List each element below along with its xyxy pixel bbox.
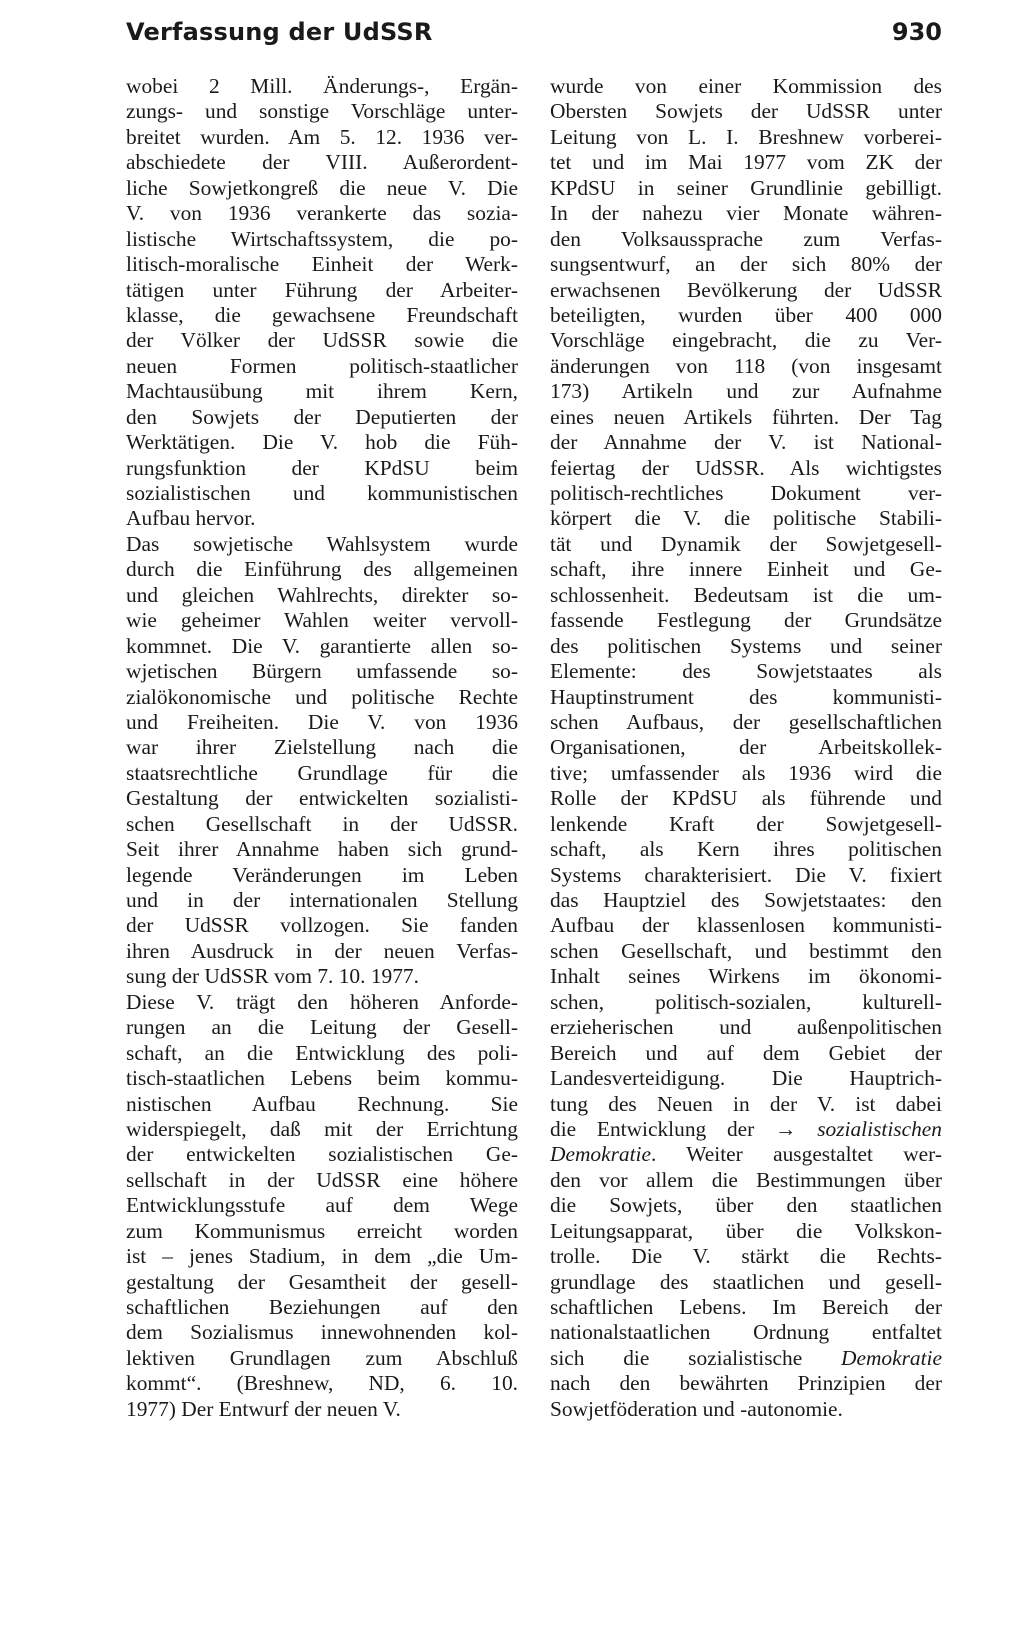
text-line: durch die Einführung des allgemeinen [126,557,518,582]
text-line: der entwickelten sozialistischen Ge- [126,1142,518,1167]
text-line: wjetischen Bürgern umfassende so- [126,659,518,684]
text-line: rungsfunktion der KPdSU beim [126,455,518,480]
text-line: den Volksaussprache zum Verfas- [550,226,942,251]
text-line: breitet wurden. Am 5. 12. 1936 ver- [126,124,518,149]
text-line: Aufbau hervor. [126,506,256,531]
text-line: sich die sozialistische Demokratie [550,1345,942,1370]
text-line: schaftlichen Lebens. Im Bereich der [550,1295,942,1319]
text-line: ist – jenes Stadium, in dem „die Um- [126,1244,518,1269]
text-line: Landesverteidigung. Die Hauptrich- [550,1066,942,1091]
text-line: tät und Dynamik der Sowjetgesell- [550,531,942,556]
text-line: sozialistischen und kommunistischen [126,481,518,505]
text-line: Machtausübung mit ihrem Kern, [126,379,518,404]
text-line: schen, politisch-sozialen, kulturell- [550,989,942,1014]
text-line: kommnet. Die V. garantierte allen so- [126,633,518,658]
left-text-column [126,74,518,1422]
text-line: politisch-rechtliches Dokument ver- [550,481,942,505]
text-line: schaft, an die Entwicklung des poli- [126,1040,518,1065]
text-line: listische Wirtschaftssystem, die po- [126,226,518,251]
text-line: Gestaltung der entwickelten sozialisti- [126,786,518,811]
text-line: der Annahme der V. ist National- [550,430,942,455]
text-line: den Sowjets der Deputierten der [126,404,518,429]
text-line: KPdSU in seiner Grundlinie gebilligt. [550,175,942,200]
cross-reference-link[interactable]: Demokratie [550,1142,651,1167]
text-line: legende Veränderungen im Leben [126,862,518,887]
text-line: den vor allem die Bestimmungen über [550,1167,942,1192]
text-line: die Entwicklung der → sozialistischen [550,1116,942,1141]
text-line: schlossenheit. Bedeutsam ist die um- [550,582,942,607]
cross-reference-link[interactable]: → sozialistischen [775,1116,942,1141]
text-line: schen Gesellschaft in der UdSSR. [126,811,518,836]
text-line: erzieherischen und außenpolitischen [550,1015,942,1040]
text-line: Systems charakterisiert. Die V. fixiert [550,862,942,887]
text-line: sungsentwurf, an der sich 80% der [550,252,942,277]
text-line: nach den bewährten Prinzipien der [550,1371,942,1396]
text-line: und gleichen Wahlrechts, direkter so- [126,582,518,607]
text-line: zum Kommunismus erreicht worden [126,1218,518,1243]
text-line: sung der UdSSR vom 7. 10. 1977. [126,964,419,989]
text-line: nistischen Aufbau Rechnung. Sie [126,1091,518,1116]
text-line: fassende Festlegung der Grundsätze [550,608,942,633]
text-line: schen Aufbaus, der gesellschaftlichen [550,709,942,734]
cross-reference-link[interactable]: Demokratie [841,1345,942,1370]
text-line: Vorschläge eingebracht, die zu Ver- [550,328,942,353]
text-line: des politischen Systems und seiner [550,633,942,658]
text-line: dem Sozialismus innewohnenden kol- [126,1320,518,1345]
text-line: ihren Ausdruck in der neuen Verfas- [126,938,518,963]
text-line: Das sowjetische Wahlsystem wurde [126,531,518,556]
text-line: schen Gesellschaft, und bestimmt den [550,938,942,963]
text-line: Seit ihrer Annahme haben sich grund- [126,837,518,862]
text-line: feiertag der UdSSR. Als wichtigstes [550,455,942,480]
text-line: 173) Artikeln und zur Aufnahme [550,379,942,404]
page-title: Verfassung der UdSSR [126,18,433,46]
text-line: staatsrechtliche Grundlage für die [126,760,518,785]
text-line: Aufbau der klassenlosen kommunisti- [550,913,942,938]
text-line: Entwicklungsstufe auf dem Wege [126,1193,518,1218]
text-line: schaft, als Kern ihres politischen [550,837,942,862]
running-head [126,18,942,58]
text-line: zialökonomische und politische Rechte [126,684,518,709]
text-line: Sowjetföderation und -autonomie. [550,1396,843,1421]
text-line: In der nahezu vier Monate währen- [550,201,942,226]
text-line: Hauptinstrument des kommunisti- [550,684,942,709]
text-line: trolle. Die V. stärkt die Rechts- [550,1244,942,1269]
text-line: wobei 2 Mill. Änderungs-, Ergän- [126,74,518,98]
text-line: die Sowjets, über den staatlichen [550,1193,942,1218]
text-line: der Völker der UdSSR sowie die [126,328,518,353]
text-line: tung des Neuen in der V. ist dabei [550,1091,942,1116]
text-line: Demokratie. Weiter ausgestaltet wer- [550,1142,942,1167]
text-line: wurde von einer Kommission des [550,74,942,98]
text-line: Werktätigen. Die V. hob die Füh- [126,430,518,455]
text-line: zungs- und sonstige Vorschläge unter- [126,99,518,124]
text-line: Leitung von L. I. Breshnew vorberei- [550,124,942,149]
page-number: 930 [891,18,942,46]
text-line: neuen Formen politisch-staatlicher [126,353,518,378]
text-line: tisch-staatlichen Lebens beim kommu- [126,1066,518,1091]
text-line: erwachsenen Bevölkerung der UdSSR [550,277,942,302]
text-line: Diese V. trägt den höheren Anforde- [126,989,518,1014]
text-line: schaft, ihre innere Einheit und Ge- [550,557,942,582]
text-line: das Hauptziel des Sowjetstaates: den [550,888,942,912]
text-line: V. von 1936 verankerte das sozia- [126,201,518,226]
text-line: litisch-moralische Einheit der Werk- [126,252,518,277]
text-line: eines neuen Artikels führten. Der Tag [550,404,942,429]
text-line: Bereich und auf dem Gebiet der [550,1040,942,1065]
text-line: Elemente: des Sowjetstaates als [550,659,942,684]
text-line: tätigen unter Führung der Arbeiter- [126,277,518,302]
text-line: wie geheimer Wahlen weiter vervoll- [126,608,518,633]
text-line: Obersten Sowjets der UdSSR unter [550,99,942,124]
text-line: tive; umfassender als 1936 wird die [550,760,942,785]
text-line: grundlage des staatlichen und gesell- [550,1269,942,1294]
text-line: kommt“. (Breshnew, ND, 6. 10. [126,1371,518,1396]
text-line: und Freiheiten. Die V. von 1936 [126,709,518,734]
text-line: Leitungsapparat, über die Volkskon- [550,1218,942,1243]
text-line: klasse, die gewachsene Freundschaft [126,302,518,327]
text-line: und in der internationalen Stellung [126,888,518,912]
text-line: gestaltung der Gesamtheit der gesell- [126,1269,518,1294]
text-line: liche Sowjetkongreß die neue V. Die [126,175,518,200]
text-line: Inhalt seines Wirkens im ökonomi- [550,964,942,989]
text-line: rungen an die Leitung der Gesell- [126,1015,518,1040]
text-line: widerspiegelt, daß mit der Errichtung [126,1116,518,1141]
text-line: schaftlichen Beziehungen auf den [126,1295,518,1319]
text-line: lektiven Grundlagen zum Abschluß [126,1345,518,1370]
text-line: sellschaft in der UdSSR eine höhere [126,1167,518,1192]
text-line: abschiedete der VIII. Außerordent- [126,150,518,175]
text-line: körpert die V. die politische Stabili- [550,506,942,531]
text-line: tet und im Mai 1977 vom ZK der [550,150,942,175]
text-line: lenkende Kraft der Sowjetgesell- [550,811,942,836]
right-text-column [550,74,942,1422]
text-line: 1977) Der Entwurf der neuen V. [126,1396,401,1421]
text-line: nationalstaatlichen Ordnung entfaltet [550,1320,942,1345]
text-line: der UdSSR vollzogen. Sie fanden [126,913,518,938]
text-line: Rolle der KPdSU als führende und [550,786,942,811]
text-line: beteiligten, wurden über 400 000 [550,302,942,327]
text-line: Organisationen, der Arbeitskollek- [550,735,942,760]
text-line: änderungen von 118 (von insgesamt [550,353,942,378]
text-line: war ihrer Zielstellung nach die [126,735,518,760]
